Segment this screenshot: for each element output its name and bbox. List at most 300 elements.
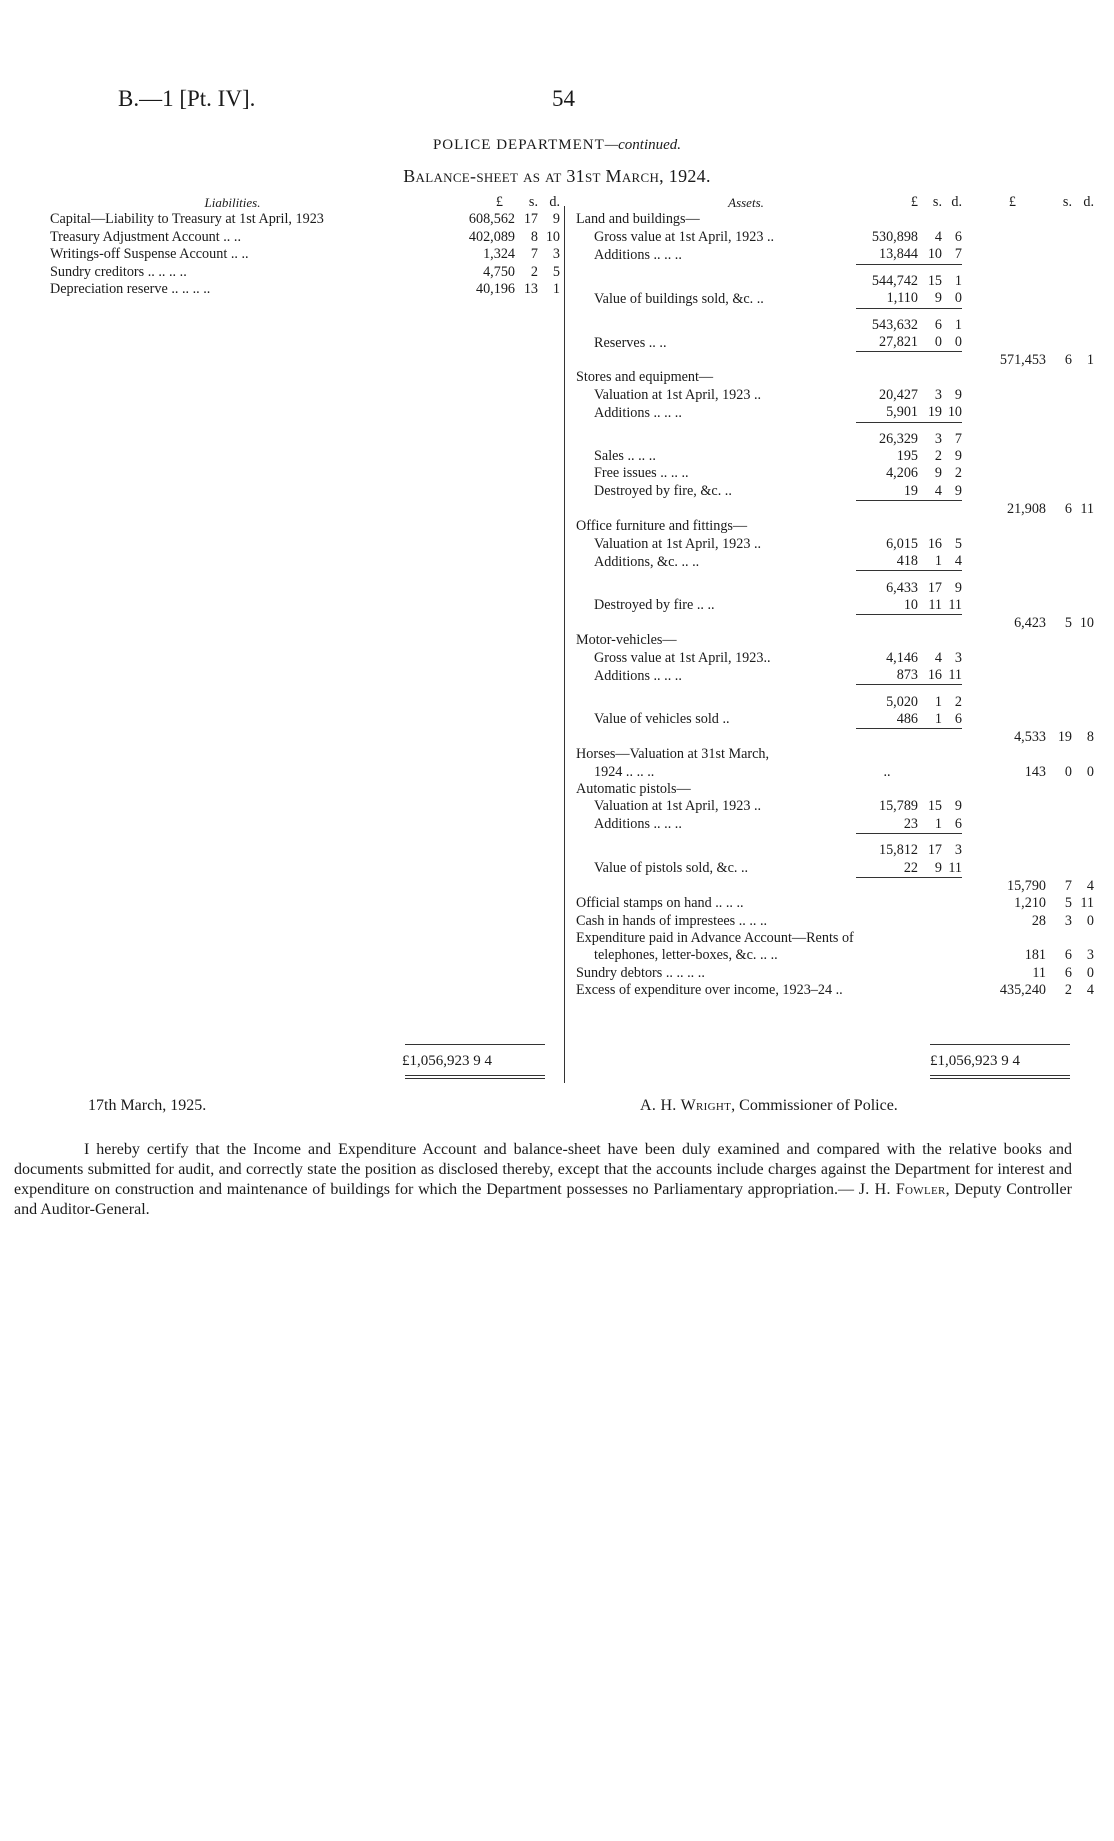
asset-sub-pounds: 486: [896, 710, 918, 727]
liability-shillings: 2: [530, 263, 538, 280]
asset-total-pence: [1072, 667, 1094, 685]
asset-total-pence: [1072, 229, 1094, 246]
asset-sub-shillings: 9: [934, 290, 942, 307]
liability-pounds: 1,324: [483, 246, 515, 263]
asset-sub-pence: [942, 930, 962, 947]
asset-total-pence: [1072, 650, 1094, 667]
asset-sub-pounds: [856, 781, 918, 798]
asset-total-pence: [1072, 597, 1094, 615]
asset-label: Value of vehicles sold ..: [594, 711, 730, 728]
asset-row: [576, 448, 1094, 465]
asset-label: Free issues .. .. ..: [594, 465, 689, 482]
asset-sub-pence: 6: [954, 228, 962, 245]
column-divider: [564, 206, 565, 1083]
asset-sub-pence: 1: [942, 308, 962, 334]
asset-total-shillings: [1046, 536, 1072, 553]
asset-sub-shillings: [918, 352, 942, 369]
asset-total-shillings: [1046, 308, 1072, 334]
asset-sub-shillings: [918, 369, 942, 386]
asset-sub-shillings: [918, 947, 942, 964]
asset-sub-pounds: 544,742: [856, 264, 918, 290]
asset-total-pounds: [962, 746, 1046, 763]
liability-label: Depreciation reserve .. .. .. ..: [50, 281, 211, 298]
asset-total-shillings: 2: [1064, 982, 1072, 999]
asset-total-shillings: [1046, 571, 1072, 597]
asset-sub-pounds: 22: [903, 859, 918, 876]
asset-total-pence: [1072, 422, 1094, 448]
asset-sub-pence: [942, 729, 962, 746]
asset-total-pounds: [962, 860, 1046, 878]
asset-sub-pounds: [856, 930, 918, 947]
asset-sub-shillings: 3: [934, 386, 942, 403]
asset-row: [576, 878, 1094, 895]
asset-sub-pence: 7: [954, 246, 962, 263]
asset-sub-shillings: 4: [934, 482, 942, 499]
asset-sub-pounds: 1,110: [886, 290, 918, 307]
asset-sub-pence: 9: [954, 448, 962, 465]
assets-heading: Assets.: [728, 195, 764, 210]
asset-sub-pence: 9: [954, 482, 962, 499]
asset-total-shillings: [1046, 746, 1072, 763]
asset-total-pounds: [962, 211, 1046, 228]
asset-row: [576, 387, 1094, 404]
asset-total-pounds: [962, 422, 1046, 448]
liabilities-section: [50, 194, 560, 298]
asset-total-pounds: 15,790: [1006, 877, 1046, 894]
asset-row: [576, 553, 1094, 571]
asset-total-pounds: [962, 571, 1046, 597]
asset-label: Office furniture and fittings—: [576, 518, 748, 535]
assets-s-header-2: s.: [1062, 194, 1072, 210]
asset-total-shillings: [1046, 650, 1072, 667]
liability-pounds: 40,196: [475, 281, 515, 298]
asset-label: Automatic pistols—: [576, 781, 691, 798]
asset-label: Gross value at 1st April, 1923..: [594, 649, 771, 666]
asset-sub-pounds: [856, 211, 918, 228]
asset-sub-pence: 5: [954, 535, 962, 552]
asset-label: [576, 615, 856, 632]
asset-row: [576, 781, 1094, 798]
asset-total-pence: 8: [1086, 728, 1094, 745]
assets-total-rule: [930, 1044, 1070, 1045]
asset-total-pounds: 28: [1031, 912, 1046, 929]
asset-label: Value of buildings sold, &c. ..: [594, 290, 764, 307]
asset-sub-pence: 1: [942, 264, 962, 290]
asset-total-shillings: [1046, 387, 1072, 404]
liabilities-pound-header: £: [495, 194, 503, 210]
asset-total-shillings: 6: [1064, 964, 1072, 981]
asset-sub-pence: 7: [942, 422, 962, 448]
asset-label: Additions .. .. ..: [594, 246, 682, 263]
asset-row: [576, 816, 1094, 834]
asset-total-pence: 3: [1086, 947, 1094, 964]
liability-shillings: 17: [523, 211, 538, 228]
assets-s-header: s.: [932, 194, 942, 210]
asset-sub-pence: 9: [942, 571, 962, 597]
asset-total-pence: [1072, 798, 1094, 815]
certificate-text: I hereby certify that the Income and Expenditure Account and balance-sheet have been duly examined and compared with the relative books and documents submitted for audit, and correctly state the position as disclosed thereby, except that the accounts include charges against the Department for interest and expenditure on construction and maintenance of buildings for which the Department possesses no Parliamentary appropriation.—: [14, 1141, 1072, 1198]
asset-label: [576, 571, 856, 597]
asset-sub-pounds: 5,901: [886, 404, 918, 421]
asset-sub-pence: 2: [954, 465, 962, 482]
asset-total-shillings: [1046, 834, 1072, 860]
asset-total-shillings: 3: [1064, 912, 1072, 929]
asset-total-shillings: 6: [1064, 500, 1072, 517]
asset-total-pence: [1072, 536, 1094, 553]
asset-sub-shillings: 16: [927, 667, 942, 684]
asset-total-pounds: [962, 518, 1046, 535]
asset-sub-pence: 11: [948, 667, 962, 684]
asset-sub-pounds: 5,020: [856, 685, 918, 711]
liability-pounds: 402,089: [468, 228, 515, 245]
asset-label: Motor-vehicles—: [576, 632, 677, 649]
department-suffix: —continued.: [604, 137, 682, 153]
asset-sub-shillings: [918, 518, 942, 535]
auditor-name: J. H. Fowler: [858, 1181, 946, 1198]
asset-row: [576, 685, 1094, 711]
asset-total-pounds: [962, 667, 1046, 685]
asset-row: [576, 465, 1094, 482]
asset-row: [576, 798, 1094, 815]
asset-sub-shillings: 0: [934, 334, 942, 351]
asset-row: [576, 352, 1094, 369]
asset-label: Reserves .. ..: [594, 334, 667, 351]
asset-label: Gross value at 1st April, 1923 ..: [594, 228, 775, 245]
liability-row: [50, 229, 560, 246]
asset-sub-shillings: 1: [934, 815, 942, 832]
assets-pound-header: £: [910, 194, 918, 210]
asset-label: Destroyed by fire .. ..: [594, 597, 715, 614]
asset-total-shillings: [1046, 334, 1072, 352]
signature-date: 17th March, 1925.: [88, 1097, 207, 1114]
asset-sub-pounds: 6,433: [856, 571, 918, 597]
asset-sub-pence: [942, 878, 962, 895]
asset-total-shillings: 0: [1064, 763, 1072, 780]
asset-total-pounds: [962, 483, 1046, 501]
asset-total-shillings: [1046, 422, 1072, 448]
asset-row: [576, 895, 1094, 912]
asset-row: [576, 632, 1094, 649]
liability-label: Treasury Adjustment Account .. ..: [50, 228, 241, 245]
asset-sub-pence: [942, 982, 962, 999]
audit-certificate: [14, 1140, 1072, 1220]
asset-row: [576, 290, 1094, 308]
asset-row: [576, 650, 1094, 667]
signatory-name: A. H. Wright: [640, 1097, 732, 1114]
asset-total-pence: [1072, 264, 1094, 290]
asset-total-shillings: 5: [1064, 614, 1072, 631]
asset-sub-pounds: 4,146: [886, 649, 918, 666]
asset-sub-pence: [942, 632, 962, 649]
liability-label: Sundry creditors .. .. .. ..: [50, 263, 187, 280]
liabilities-total-rule: [405, 1044, 545, 1045]
asset-total-pence: [1072, 518, 1094, 535]
asset-sub-pence: 4: [954, 553, 962, 569]
assets-section: [576, 194, 1094, 1000]
asset-sub-pence: [942, 764, 962, 781]
asset-total-pence: [1072, 387, 1094, 404]
asset-row: [576, 947, 1094, 964]
asset-label: [576, 834, 856, 860]
asset-total-pounds: [962, 816, 1046, 834]
asset-total-pence: [1072, 448, 1094, 465]
page-number: 54: [552, 86, 575, 111]
asset-label: Value of pistols sold, &c. ..: [594, 860, 749, 877]
asset-sub-shillings: [918, 982, 942, 999]
asset-row: [576, 571, 1094, 597]
asset-label: Additions, &c. .. ..: [594, 553, 700, 570]
asset-total-pounds: [962, 264, 1046, 290]
asset-row: [576, 518, 1094, 535]
asset-total-shillings: [1046, 211, 1072, 228]
asset-total-pounds: [962, 632, 1046, 649]
asset-sub-pounds: [856, 632, 918, 649]
asset-label: Additions .. .. ..: [594, 816, 682, 833]
asset-sub-pounds: 530,898: [871, 228, 918, 245]
asset-total-pence: [1072, 211, 1094, 228]
asset-total-pounds: [962, 834, 1046, 860]
asset-row: [576, 615, 1094, 632]
asset-sub-pence: [942, 781, 962, 798]
asset-total-pence: [1072, 571, 1094, 597]
asset-sub-pence: 2: [942, 685, 962, 711]
asset-sub-shillings: 3: [918, 422, 942, 448]
asset-sub-shillings: [918, 930, 942, 947]
asset-sub-pence: 11: [948, 596, 962, 613]
asset-total-shillings: [1046, 781, 1072, 798]
asset-sub-pence: [942, 895, 962, 912]
asset-total-shillings: [1046, 553, 1072, 571]
asset-total-pence: [1072, 781, 1094, 798]
liability-shillings: 7: [530, 246, 538, 263]
asset-label: Valuation at 1st April, 1923 ..: [594, 798, 762, 815]
asset-total-pounds: [962, 387, 1046, 404]
asset-sub-pence: 9: [954, 386, 962, 403]
asset-sub-pounds: 26,329: [856, 422, 918, 448]
asset-total-pence: [1072, 334, 1094, 352]
asset-sub-pounds: 15,789: [878, 798, 918, 815]
asset-sub-pounds: 10: [903, 596, 918, 613]
asset-sub-shillings: 9: [934, 859, 942, 876]
asset-sub-shillings: 1: [918, 685, 942, 711]
asset-row: [576, 597, 1094, 615]
asset-total-pence: 0: [1086, 763, 1094, 780]
asset-label: Additions .. .. ..: [594, 404, 682, 421]
liabilities-heading: Liabilities.: [204, 195, 261, 210]
asset-total-pounds: [962, 369, 1046, 386]
asset-label: Stores and equipment—: [576, 369, 714, 386]
liability-pounds: 608,562: [468, 211, 515, 228]
asset-total-shillings: [1046, 404, 1072, 422]
asset-sub-pence: [942, 947, 962, 964]
asset-total-pounds: 571,453: [999, 351, 1046, 368]
asset-total-pence: [1072, 746, 1094, 763]
liability-pence: 5: [552, 263, 560, 280]
asset-sub-pounds: [856, 501, 918, 518]
asset-total-shillings: [1046, 465, 1072, 482]
asset-sub-pounds: [856, 878, 918, 895]
liability-shillings: 13: [523, 281, 538, 298]
liability-pence: 10: [545, 228, 560, 245]
asset-sub-shillings: [918, 764, 942, 781]
liabilities-total: £1,056,923 9 4: [402, 1053, 492, 1069]
asset-sub-shillings: [918, 895, 942, 912]
asset-total-pounds: [962, 229, 1046, 246]
asset-row: [576, 404, 1094, 422]
liability-pounds: 4,750: [483, 263, 515, 280]
asset-sub-shillings: [918, 729, 942, 746]
asset-sub-shillings: [918, 965, 942, 982]
asset-total-shillings: [1046, 798, 1072, 815]
liability-pence: 9: [552, 211, 560, 228]
asset-total-shillings: [1046, 264, 1072, 290]
asset-total-shillings: [1046, 369, 1072, 386]
asset-total-pounds: 4,533: [1014, 728, 1046, 745]
asset-total-pence: 11: [1080, 500, 1094, 517]
asset-total-pounds: [962, 334, 1046, 352]
asset-total-pounds: 181: [1024, 947, 1046, 964]
asset-sub-pence: 6: [954, 815, 962, 832]
asset-sub-shillings: [918, 615, 942, 632]
asset-total-pounds: [962, 246, 1046, 264]
asset-row: [576, 483, 1094, 501]
asset-total-shillings: [1046, 597, 1072, 615]
asset-sub-pence: 3: [954, 649, 962, 666]
asset-sub-pounds: 6,015: [886, 535, 918, 552]
asset-sub-pounds: 543,632: [856, 308, 918, 334]
asset-sub-pounds: [856, 518, 918, 535]
asset-label: Destroyed by fire, &c. ..: [594, 483, 732, 500]
asset-total-pence: 0: [1086, 912, 1094, 929]
asset-sub-shillings: 4: [934, 649, 942, 666]
asset-total-pounds: [962, 597, 1046, 615]
asset-total-pence: [1072, 483, 1094, 501]
asset-total-pounds: 435,240: [999, 982, 1046, 999]
asset-label: Valuation at 1st April, 1923 ..: [594, 386, 762, 403]
asset-total-pounds: [962, 290, 1046, 308]
asset-sub-pounds: 27,821: [878, 334, 918, 351]
asset-total-pence: 1: [1086, 351, 1094, 368]
liability-label: Capital—Liability to Treasury at 1st April, 1923: [50, 211, 324, 228]
asset-sub-pence: [942, 369, 962, 386]
asset-label: Sales .. .. ..: [594, 448, 656, 465]
asset-sub-pounds: 418: [896, 553, 918, 569]
asset-sub-pence: 9: [954, 798, 962, 815]
asset-label: Official stamps on hand .. .. ..: [576, 895, 744, 912]
asset-label: [576, 422, 856, 448]
asset-sub-pence: 3: [942, 834, 962, 860]
asset-sub-shillings: 19: [927, 404, 942, 421]
asset-label: [576, 264, 856, 290]
balance-sheet-title: Balance-sheet as at 31st March, 1924.: [403, 166, 711, 186]
asset-total-shillings: [1046, 246, 1072, 264]
asset-label: [576, 501, 856, 518]
asset-sub-shillings: 1: [934, 553, 942, 569]
asset-sub-pounds: [856, 369, 918, 386]
assets-header-row: [576, 194, 1094, 211]
asset-sub-pounds: 19: [903, 482, 918, 499]
asset-total-pence: [1072, 290, 1094, 308]
asset-sub-pence: [942, 352, 962, 369]
asset-row: [576, 264, 1094, 290]
signatory-title: , Commissioner of Police.: [731, 1097, 898, 1114]
signature: [640, 1097, 898, 1115]
assets-total-underline: [930, 1075, 1070, 1076]
asset-label: Expenditure paid in Advance Account—Rents of: [576, 929, 854, 946]
asset-label: [576, 878, 856, 895]
asset-total-shillings: [1046, 816, 1072, 834]
asset-row: [576, 711, 1094, 729]
asset-row: [576, 211, 1094, 228]
liabilities-header-row: [50, 194, 560, 211]
asset-total-shillings: [1046, 632, 1072, 649]
asset-sub-pence: [942, 501, 962, 518]
asset-row: [576, 334, 1094, 352]
asset-total-pence: [1072, 860, 1094, 878]
asset-sub-shillings: [918, 501, 942, 518]
asset-row: [576, 667, 1094, 685]
asset-label: [576, 308, 856, 334]
asset-total-pounds: [962, 465, 1046, 482]
asset-label: Sundry debtors .. .. .. ..: [576, 964, 705, 981]
asset-row: [576, 729, 1094, 746]
asset-total-pence: [1072, 930, 1094, 947]
asset-row: [576, 369, 1094, 386]
asset-sub-pounds: [856, 913, 918, 930]
asset-sub-shillings: [918, 878, 942, 895]
asset-total-shillings: [1046, 448, 1072, 465]
asset-label: [576, 729, 856, 746]
asset-sub-shillings: 6: [918, 308, 942, 334]
asset-sub-pence: 11: [948, 859, 962, 876]
asset-total-pounds: [962, 685, 1046, 711]
asset-sub-pounds: [856, 352, 918, 369]
asset-sub-pence: [942, 965, 962, 982]
asset-sub-pounds: 13,844: [878, 246, 918, 263]
asset-row: [576, 536, 1094, 553]
assets-total: £1,056,923 9 4: [930, 1053, 1020, 1069]
asset-total-pounds: [962, 448, 1046, 465]
asset-sub-shillings: 17: [918, 834, 942, 860]
asset-total-pence: [1072, 465, 1094, 482]
asset-sub-pounds: 23: [903, 815, 918, 832]
asset-label: Valuation at 1st April, 1923 ..: [594, 535, 762, 552]
asset-total-pence: [1072, 632, 1094, 649]
asset-total-pence: [1072, 685, 1094, 711]
asset-label: Land and buildings—: [576, 211, 700, 228]
asset-sub-pounds: [856, 615, 918, 632]
liability-row: [50, 264, 560, 281]
asset-total-pounds: [962, 536, 1046, 553]
asset-total-pence: 10: [1079, 614, 1094, 631]
assets-d-header: d.: [951, 194, 962, 210]
asset-row: [576, 965, 1094, 982]
asset-total-shillings: [1046, 685, 1072, 711]
asset-sub-pounds: [856, 965, 918, 982]
asset-total-shillings: [1046, 667, 1072, 685]
asset-sub-pounds: [856, 947, 918, 964]
asset-label: [576, 685, 856, 711]
asset-total-pence: [1072, 553, 1094, 571]
asset-sub-pence: [942, 518, 962, 535]
liabilities-total-underline: [405, 1075, 545, 1076]
asset-total-pounds: 6,423: [1014, 614, 1046, 631]
asset-sub-shillings: 10: [927, 246, 942, 263]
asset-sub-shillings: [918, 746, 942, 763]
asset-sub-shillings: 11: [928, 596, 942, 613]
asset-total-pounds: 143: [1024, 763, 1046, 780]
asset-total-pence: [1072, 369, 1094, 386]
